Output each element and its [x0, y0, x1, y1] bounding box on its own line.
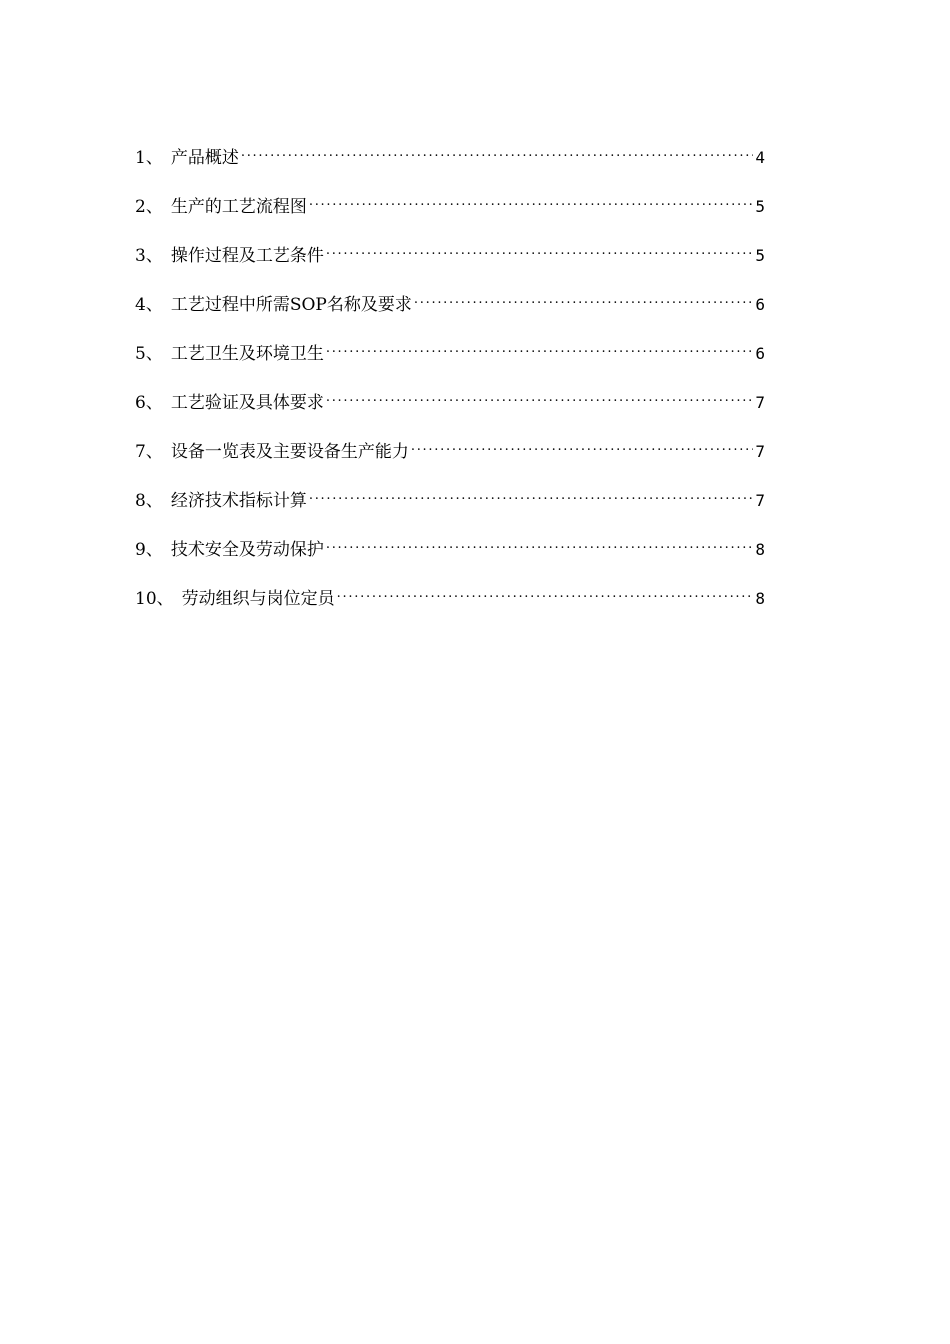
- toc-entry[interactable]: [135, 290, 765, 339]
- toc-entry-separator: 、: [145, 344, 163, 364]
- toc-entry[interactable]: [135, 241, 765, 290]
- toc-entry[interactable]: [135, 339, 765, 388]
- toc-entry-title: 工艺卫生及环境卫生: [170, 344, 324, 364]
- toc-entry-separator: 、: [145, 197, 163, 217]
- toc-entry[interactable]: [135, 192, 765, 241]
- toc-entry-separator: 、: [145, 393, 163, 413]
- toc-entry-page: 5: [755, 246, 765, 265]
- toc-entry-separator: 、: [145, 148, 163, 168]
- toc-entry-separator: 、: [145, 246, 163, 266]
- toc-entry-separator: 、: [145, 540, 163, 560]
- toc-entry[interactable]: [135, 584, 765, 633]
- toc-entry-title: 工艺验证及具体要求: [170, 393, 324, 413]
- toc-entry-number: 4: [135, 295, 146, 315]
- toc-entry-title: 生产的工艺流程图: [170, 197, 307, 217]
- toc-entry-number: 8: [135, 491, 146, 511]
- toc-entry-number: 3: [135, 246, 146, 266]
- toc-dot-leader: [326, 535, 754, 555]
- toc-entry-separator: 、: [145, 442, 163, 462]
- toc-entry[interactable]: [135, 535, 765, 584]
- toc-entry-separator: 、: [145, 491, 163, 511]
- toc-entry-title: 工艺过程中所需SOP名称及要求: [170, 295, 412, 315]
- toc-entry-title: 设备一览表及主要设备生产能力: [170, 442, 409, 462]
- toc-entry-page: 8: [755, 589, 765, 608]
- toc-entry-separator: 、: [145, 295, 163, 315]
- toc-entry-number: 2: [135, 197, 146, 217]
- toc-dot-leader: [411, 437, 754, 457]
- toc-entry-title: 劳动组织与岗位定员: [181, 589, 335, 609]
- toc-entry-page: 6: [755, 295, 765, 314]
- toc-entry[interactable]: [135, 388, 765, 437]
- toc-entry-page: 5: [755, 197, 765, 216]
- toc-entry-title: 操作过程及工艺条件: [170, 246, 324, 266]
- toc-entry-page: 8: [755, 540, 765, 559]
- toc-dot-leader: [337, 584, 754, 604]
- toc-entry-page: 4: [755, 148, 765, 167]
- toc-entry[interactable]: [135, 143, 765, 192]
- toc-entry-number: 6: [135, 393, 146, 413]
- toc-dot-leader: [326, 241, 754, 261]
- toc-entry-number: 10: [135, 589, 157, 609]
- toc-dot-leader: [309, 192, 754, 212]
- toc-entry-page: 7: [755, 393, 765, 412]
- toc-entry-number: 5: [135, 344, 146, 364]
- toc-entry-title: 经济技术指标计算: [170, 491, 307, 511]
- toc-entry-page: 7: [755, 442, 765, 461]
- toc-entry-title: 产品概述: [170, 148, 239, 168]
- toc-entry-number: 9: [135, 540, 146, 560]
- toc-entry-page: 6: [755, 344, 765, 363]
- toc-entry-title: 技术安全及劳动保护: [170, 540, 324, 560]
- toc-entry[interactable]: [135, 486, 765, 535]
- table-of-contents: [135, 143, 765, 633]
- toc-entry-number: 7: [135, 442, 146, 462]
- toc-dot-leader: [414, 290, 754, 310]
- toc-dot-leader: [241, 143, 754, 163]
- toc-entry-separator: 、: [156, 589, 174, 609]
- toc-dot-leader: [326, 339, 754, 359]
- toc-dot-leader: [309, 486, 754, 506]
- toc-entry-page: 7: [755, 491, 765, 510]
- toc-dot-leader: [326, 388, 754, 408]
- toc-entry-number: 1: [135, 148, 146, 168]
- toc-entry[interactable]: [135, 437, 765, 486]
